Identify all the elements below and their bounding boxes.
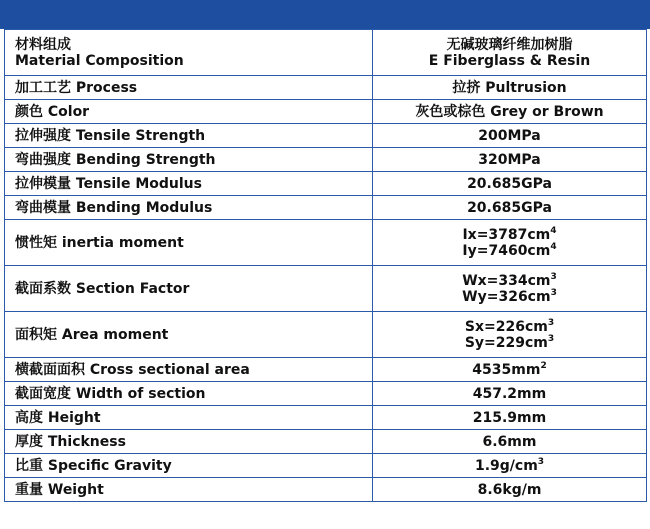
property-value — [373, 319, 646, 335]
property-value-cell — [373, 148, 647, 172]
property-value-cell — [373, 196, 647, 220]
table-row — [5, 30, 647, 76]
property-value-cell — [373, 454, 647, 478]
property-value-cell — [373, 220, 647, 266]
property-value-cell — [373, 30, 647, 76]
property-value — [373, 273, 646, 289]
property-value: E Fiberglass & Resin — [428, 52, 591, 69]
property-label-cell — [5, 266, 373, 312]
property-label-cell — [5, 220, 373, 266]
property-value-cell — [373, 172, 647, 196]
property-label: 面积矩 Area moment — [15, 326, 169, 343]
table-row — [5, 358, 647, 382]
property-value-cell — [373, 430, 647, 454]
specification-table-body — [5, 30, 647, 502]
property-label-cell — [5, 478, 373, 502]
table-row — [5, 430, 647, 454]
value-text: 1.9g/cm — [474, 457, 538, 474]
table-row — [5, 148, 647, 172]
table-row — [5, 196, 647, 220]
property-label: 截面宽度 Width of section — [15, 385, 206, 402]
property-value — [373, 458, 646, 474]
value-exponent: 3 — [547, 333, 555, 344]
table-row — [5, 220, 647, 266]
property-value: 20.685GPa — [467, 199, 552, 216]
value-text: Ix=3787cm — [462, 226, 551, 243]
value-text: Sy=229cm — [464, 334, 548, 351]
property-value-cell — [373, 312, 647, 358]
value-exponent: 3 — [547, 317, 555, 328]
property-label: 截面系数 Section Factor — [15, 280, 190, 297]
table-row — [5, 172, 647, 196]
property-label: 拉伸强度 Tensile Strength — [15, 127, 206, 144]
table-row — [5, 312, 647, 358]
property-value-cell — [373, 124, 647, 148]
property-value — [373, 289, 646, 305]
property-label-cell — [5, 430, 373, 454]
property-value: 320MPa — [478, 151, 541, 168]
property-label: 颜色 Color — [15, 103, 90, 120]
table-row — [5, 266, 647, 312]
property-label: 高度 Height — [15, 409, 101, 426]
property-value: 无碱玻璃纤维加树脂 — [446, 36, 573, 53]
property-value — [373, 362, 646, 378]
table-row — [5, 100, 647, 124]
property-value: 8.6kg/m — [477, 481, 542, 498]
property-value — [373, 335, 646, 351]
property-value-cell — [373, 406, 647, 430]
header-bar — [0, 0, 650, 29]
property-label: Material Composition — [15, 52, 184, 69]
property-value — [373, 243, 646, 259]
property-label: 比重 Specific Gravity — [15, 457, 172, 474]
table-row — [5, 406, 647, 430]
value-exponent: 2 — [540, 360, 547, 371]
table-row — [5, 124, 647, 148]
property-label-cell — [5, 148, 373, 172]
property-label-cell — [5, 454, 373, 478]
value-exponent: 3 — [537, 456, 545, 467]
property-value-cell — [373, 76, 647, 100]
property-label: 横截面面积 Cross sectional area — [15, 361, 250, 378]
property-value: 457.2mm — [472, 385, 547, 402]
property-label: 加工工艺 Process — [15, 79, 138, 96]
value-exponent: 3 — [550, 287, 557, 298]
value-text: 4535mm — [472, 361, 541, 378]
property-label-cell — [5, 358, 373, 382]
property-value-cell — [373, 358, 647, 382]
property-label: 厚度 Thickness — [15, 433, 126, 450]
table-row — [5, 76, 647, 100]
property-label-cell — [5, 406, 373, 430]
property-value-cell — [373, 478, 647, 502]
property-label-cell — [5, 172, 373, 196]
table-row — [5, 454, 647, 478]
property-label: 拉伸模量 Tensile Modulus — [15, 175, 202, 192]
property-value: 6.6mm — [482, 433, 537, 450]
value-exponent: 3 — [550, 271, 557, 282]
value-text: Wx=334cm — [462, 272, 551, 289]
property-label: 弯曲模量 Bending Modulus — [15, 199, 213, 216]
property-label-cell — [5, 196, 373, 220]
property-label: 材料组成 — [15, 36, 71, 53]
property-label-cell — [5, 124, 373, 148]
property-label-cell — [5, 382, 373, 406]
property-value-cell — [373, 266, 647, 312]
value-text: Sx=226cm — [464, 318, 548, 335]
property-label: 惯性矩 inertia moment — [15, 234, 184, 251]
specification-table — [4, 29, 647, 502]
value-exponent: 4 — [550, 241, 557, 252]
property-label: 重量 Weight — [15, 481, 104, 498]
property-label: 弯曲强度 Bending Strength — [15, 151, 216, 168]
property-label-cell — [5, 30, 373, 76]
property-value: 拉挤 Pultrusion — [452, 79, 567, 96]
property-value: 200MPa — [478, 127, 541, 144]
property-value: 215.9mm — [472, 409, 547, 426]
value-text: Iy=7460cm — [462, 242, 551, 259]
property-value-cell — [373, 100, 647, 124]
property-label-cell — [5, 76, 373, 100]
property-value-cell — [373, 382, 647, 406]
value-exponent: 4 — [550, 225, 557, 236]
value-text: Wy=326cm — [462, 288, 551, 305]
table-row — [5, 382, 647, 406]
property-value: 20.685GPa — [467, 175, 552, 192]
property-value: 灰色或棕色 Grey or Brown — [415, 103, 604, 120]
property-label-cell — [5, 312, 373, 358]
property-label-cell — [5, 100, 373, 124]
property-value — [373, 227, 646, 243]
table-row — [5, 478, 647, 502]
